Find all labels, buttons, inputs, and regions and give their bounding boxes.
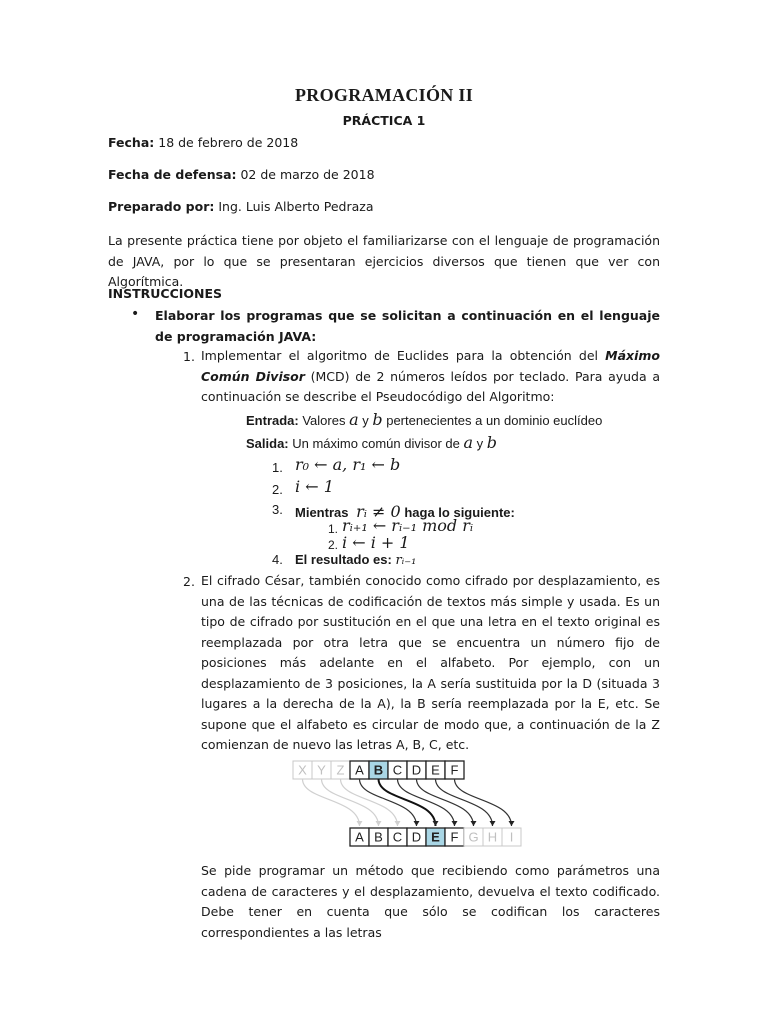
- defensa-value: 02 de marzo de 2018: [236, 167, 375, 182]
- cipher-arrows: [303, 779, 515, 826]
- svg-text:C: C: [392, 829, 403, 845]
- svg-text:B: B: [374, 829, 383, 845]
- cipher-top-cell-a: [350, 761, 369, 779]
- step-2-number: 2.: [272, 482, 283, 497]
- cipher-top-cell-y: [312, 761, 331, 779]
- cipher-top-row: [293, 761, 464, 779]
- cipher-arrowhead-a: [414, 821, 420, 826]
- salida-var-b: b: [486, 433, 497, 452]
- cipher-arrowhead-e: [490, 821, 496, 826]
- item1-before: Implementar el algoritmo de Euclides para la obtención del: [201, 348, 606, 363]
- result-expr: rᵢ₋₁: [395, 553, 417, 568]
- cipher-arrowhead-z: [395, 821, 401, 826]
- algo-entrada: [246, 410, 602, 429]
- svg-text:E: E: [431, 829, 440, 845]
- item1-emphasis: Máximo Común Divisor: [201, 348, 660, 384]
- substep-1-expr: rᵢ₊₁ ← rᵢ₋₁ mod rᵢ: [342, 516, 474, 535]
- svg-text:I: I: [509, 829, 514, 845]
- preparado-value: Ing. Luis Alberto Pedraza: [214, 199, 374, 214]
- cipher-arrow-d: [417, 779, 474, 826]
- svg-text:D: D: [411, 829, 422, 845]
- cipher-top-cell-d: [407, 761, 426, 779]
- cipher-top-cell-z: [331, 761, 350, 779]
- svg-text:Y: Y: [317, 762, 326, 778]
- var-a: a: [349, 410, 359, 429]
- cipher-bottom-cell-b: [369, 828, 388, 846]
- bullet-text: Elaborar los programas que se solicitan a continuación en el lenguaje de programación JAVA:: [155, 308, 660, 344]
- cipher-top-cell-b: [369, 761, 388, 779]
- substep-2-number: 2.: [328, 538, 339, 552]
- fecha-label: Fecha:: [108, 135, 155, 150]
- cipher-top-cell-x: [293, 761, 312, 779]
- step-1-expr: r₀ ← a, r₁ ← b: [295, 455, 401, 474]
- cipher-arrow-z: [341, 779, 398, 826]
- cipher-arrow-f: [455, 779, 512, 826]
- cipher-arrow-a: [360, 779, 417, 826]
- cipher-top-cell-e: [426, 761, 445, 779]
- svg-text:E: E: [431, 762, 440, 778]
- svg-text:G: G: [468, 829, 479, 845]
- item1-after: (MCD) de 2 números leídos por teclado. Para ayuda a continuación se describe el Pseudocódigo del Algoritmo:: [201, 368, 660, 404]
- item1-text: [201, 346, 660, 408]
- cipher-arrowhead-y: [376, 821, 382, 826]
- cipher-arrowhead-f: [509, 821, 515, 826]
- step-4-line: [295, 552, 416, 568]
- item1-number: 1.: [183, 349, 195, 364]
- svg-text:A: A: [355, 829, 364, 845]
- cipher-arrow-x: [303, 779, 360, 826]
- cipher-bottom-row: [350, 828, 521, 846]
- cipher-bottom-cell-e: [426, 828, 445, 846]
- substep-1-number: 1.: [328, 522, 339, 536]
- cipher-bottom-cell-a: [350, 828, 369, 846]
- algo-salida: [246, 433, 497, 452]
- loop-condition: rᵢ ≠ 0: [356, 502, 401, 521]
- item2-number: 2.: [183, 574, 195, 589]
- cipher-arrow-e: [436, 779, 493, 826]
- step-4-number: 4.: [272, 552, 283, 567]
- cipher-arrowhead-d: [471, 821, 477, 826]
- instructions-heading: INSTRUCCIONES: [108, 286, 223, 301]
- resultado-label: El resultado es:: [295, 552, 392, 567]
- defensa-label: Fecha de defensa:: [108, 167, 237, 182]
- svg-text:A: A: [355, 762, 364, 778]
- preparado-label: Preparado por:: [108, 199, 215, 214]
- var-b: b: [372, 410, 383, 429]
- step-2-expr: i ← 1: [295, 477, 334, 496]
- cipher-bottom-cell-g: [464, 828, 483, 846]
- document-subtitle: PRÁCTICA 1: [342, 113, 426, 128]
- substep-2-expr: i ← i + 1: [342, 533, 410, 552]
- cipher-top-cell-f: [445, 761, 464, 779]
- cipher-bottom-cell-d: [407, 828, 426, 846]
- svg-text:B: B: [373, 762, 384, 778]
- cipher-arrowhead-x: [357, 821, 363, 826]
- cipher-arrow-y: [322, 779, 379, 826]
- closing-paragraph: Se pide programar un método que recibiendo como parámetros una cadena de caracteres y el desplazamiento, devuelva el texto codificado. Debe tener en cuenta que sólo se codifican los caracteres correspondientes a las letras: [201, 863, 660, 940]
- svg-text:X: X: [298, 762, 307, 778]
- step-3-number: 3.: [272, 502, 283, 517]
- salida-text: Un máximo común divisor de: [288, 436, 464, 451]
- salida-y: y: [473, 436, 487, 451]
- caesar-cipher-figure: [288, 752, 550, 852]
- entrada-tail: pertenecientes a un dominio euclídeo: [382, 413, 603, 428]
- svg-text:F: F: [450, 762, 459, 778]
- svg-text:D: D: [411, 762, 422, 778]
- mientras-label: Mientras: [295, 505, 349, 520]
- intro-paragraph: La presente práctica tiene por objeto el familiarizarse con el lenguaje de programación de JAVA, por lo que se presentaran ejercicios diversos que tienen que ver con Algorítmica.: [108, 233, 660, 289]
- entrada-text: Valores: [298, 413, 350, 428]
- salida-var-a: a: [463, 433, 474, 452]
- entrada-label: Entrada:: [246, 413, 299, 428]
- cipher-bottom-cell-h: [483, 828, 502, 846]
- item2-text: El cifrado César, también conocido como cifrado por desplazamiento, es una de las técnicas de codificación de textos más simple y usada. Es un tipo de cifrado por sustitución en el que una letra en el texto original es reemplazada por otra letra que se encuentra un número fijo de posiciones más adelante en el alfabeto. Por ejemplo, con un desplazamiento de 3 posiciones, la A sería sustituida por la D (situada 3 lugares a la derecha de la A), la B sería reemplazada por la E, etc. Se supone que el alfabeto es circular de modo que, a continuación de la Z comienzan de nuevo las letras A, B, C, etc.: [201, 573, 660, 752]
- cipher-arrow-b: [379, 779, 436, 826]
- step-1-number: 1.: [272, 460, 283, 475]
- cipher-arrowhead-b: [433, 821, 439, 826]
- cipher-bottom-cell-f: [445, 828, 464, 846]
- defensa-line: [108, 167, 375, 183]
- cipher-arrowhead-c: [452, 821, 458, 826]
- salida-label: Salida:: [246, 436, 289, 451]
- haga-label: haga lo siguiente:: [404, 505, 515, 520]
- bullet-symbol: •: [131, 306, 140, 322]
- svg-text:Z: Z: [336, 762, 345, 778]
- cipher-bottom-cell-c: [388, 828, 407, 846]
- svg-text:C: C: [392, 762, 403, 778]
- fecha-value: 18 de febrero de 2018: [154, 135, 299, 150]
- cipher-top-cell-c: [388, 761, 407, 779]
- cipher-bottom-cell-i: [502, 828, 521, 846]
- fecha-line: [108, 135, 298, 151]
- document-title: PROGRAMACIÓN II: [295, 85, 473, 105]
- cipher-arrow-c: [398, 779, 455, 826]
- entrada-y: y: [358, 413, 373, 428]
- svg-text:H: H: [487, 829, 498, 845]
- preparado-line: [108, 199, 374, 215]
- svg-text:F: F: [450, 829, 459, 845]
